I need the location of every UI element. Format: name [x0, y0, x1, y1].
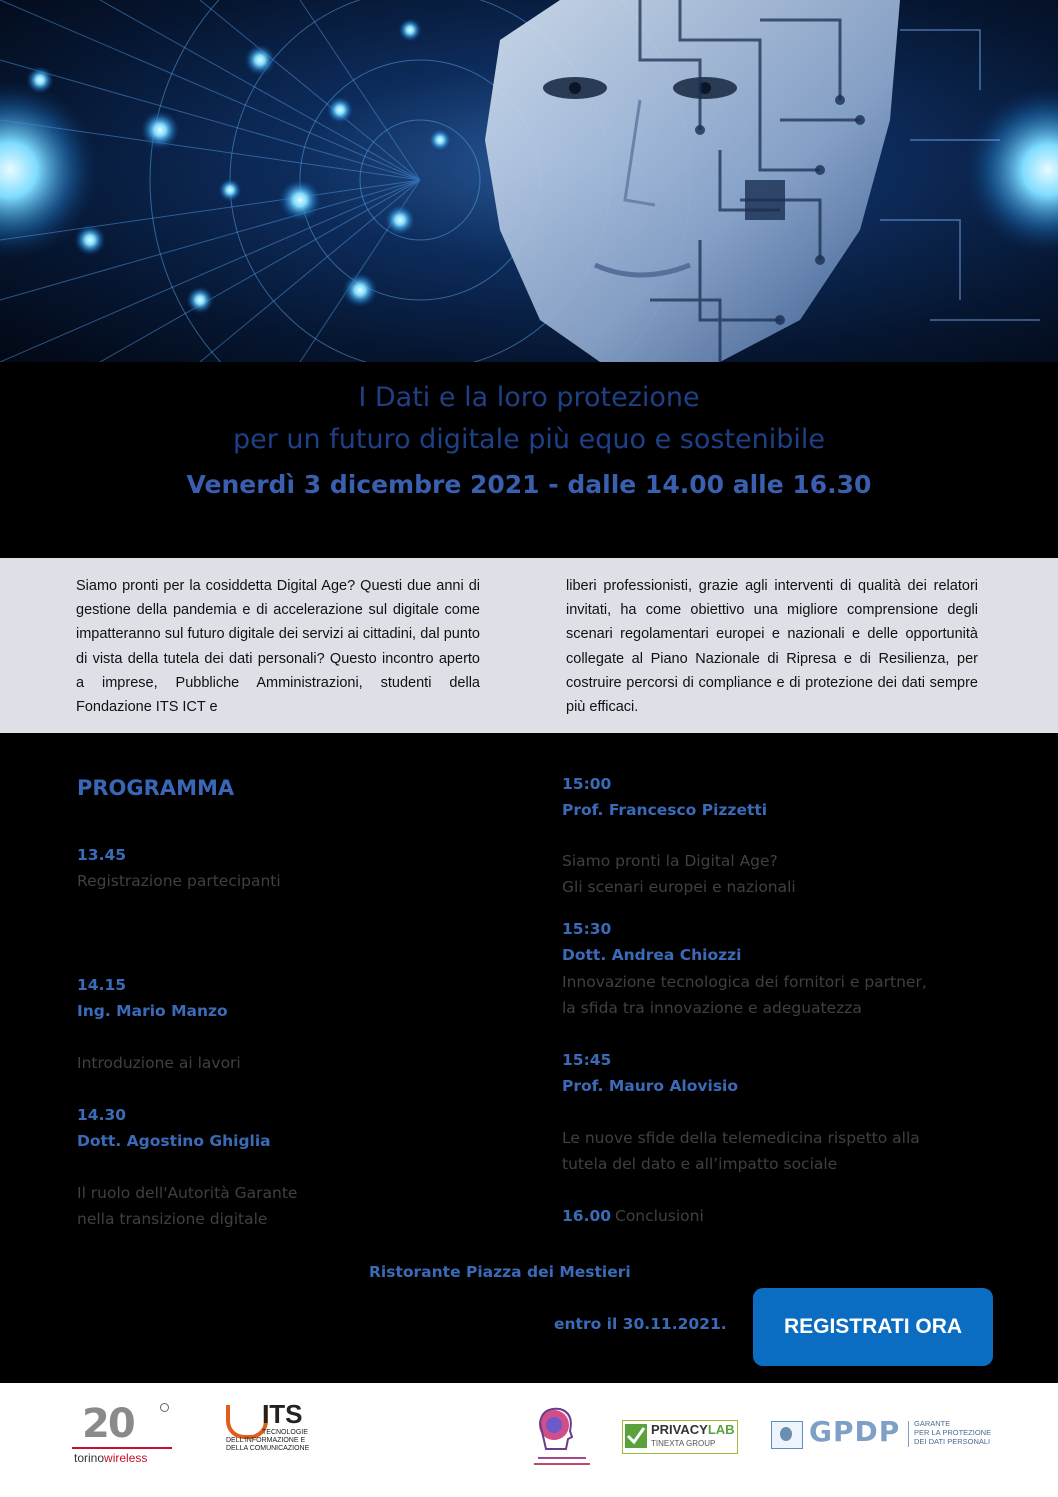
- gpdp-tagline: PER LA PROTEZIONE: [914, 1428, 992, 1437]
- its-tagline: DELL'INFORMAZIONE E: [226, 1437, 306, 1444]
- slot-description: tutela del dato e all’impatto sociale: [562, 1155, 838, 1173]
- venue: Ristorante Piazza dei Mestieri: [369, 1263, 631, 1281]
- program-section: [0, 733, 1058, 1383]
- program-heading: PROGRAMMA: [77, 776, 235, 800]
- event-date: Venerdì 3 dicembre 2021 - dalle 14.00 alle 16.30: [186, 470, 872, 499]
- slot-speaker: Prof. Francesco Pizzetti: [562, 801, 768, 819]
- slot-speaker: Dott. Agostino Ghiglia: [77, 1132, 271, 1150]
- sponsor-logos: [0, 1383, 1058, 1497]
- slot-time: 15:30: [562, 920, 612, 938]
- slot-description: Gli scenari europei e nazionali: [562, 878, 796, 896]
- slot-description: Conclusioni: [615, 1207, 704, 1225]
- slot-description: Siamo pronti la Digital Age?: [562, 852, 778, 870]
- association-logo: [532, 1403, 592, 1471]
- lab-text: LAB: [707, 1422, 735, 1437]
- slot-time: 14.30: [77, 1106, 127, 1124]
- its-logo: [226, 1399, 310, 1465]
- slot-description: nella transizione digitale: [77, 1210, 268, 1228]
- slot-speaker: Dott. Andrea Chiozzi: [562, 946, 742, 964]
- gpdp-tagline: DEI DATI PERSONALI: [914, 1437, 991, 1446]
- gpdp-tagline: GARANTE: [914, 1419, 951, 1428]
- wireless-text: wireless: [104, 1451, 148, 1465]
- torino-text: torino: [74, 1451, 105, 1465]
- privacy-lab-tagline: TINEXTA GROUP: [651, 1439, 716, 1448]
- slot-speaker: Prof. Mauro Alovisio: [562, 1077, 739, 1095]
- emblem-icon: [771, 1421, 803, 1449]
- intro-section: [0, 558, 1058, 733]
- gpdp-logo: [771, 1415, 997, 1449]
- slot-description: Introduzione ai lavori: [77, 1054, 241, 1072]
- intro-column-1: Siamo pronti per la cosiddetta Digital Age? Questi due anni di gestione della pandemia e di accelerazione sul digitale come impatteranno sul futuro digitale dei servizi ai cittadini, dal punto di vista della tutela dei dati personali? Questo incontro aperto a imprese, Pubbliche Amministrazioni, studenti della Fondazione ITS ICT e: [76, 578, 480, 716]
- head-profile-icon: [532, 1403, 592, 1471]
- its-tagline: TECNOLOGIE: [262, 1429, 308, 1436]
- degree-icon: [160, 1403, 169, 1412]
- privacy-lab-logo: [622, 1420, 738, 1454]
- anniversary-number: 20: [82, 1401, 134, 1447]
- divider: [908, 1421, 909, 1447]
- slot-time: 16.00: [562, 1207, 612, 1225]
- slot-description: Innovazione tecnologica dei fornitori e partner,: [562, 973, 927, 991]
- slot-time: 14.15: [77, 976, 127, 994]
- privacy-text: PRIVACY: [651, 1422, 708, 1437]
- its-wordmark: ITS: [262, 1399, 303, 1429]
- slot-speaker: Ing. Mario Manzo: [77, 1002, 228, 1020]
- slot-time: 15:00: [562, 775, 612, 793]
- event-title-line1: I Dati e la loro protezione: [358, 382, 700, 413]
- red-swoosh: [72, 1447, 172, 1449]
- slot-description: la sfida tra innovazione e adeguatezza: [562, 999, 862, 1017]
- slot-description: Il ruolo dell'Autorità Garante: [77, 1184, 298, 1202]
- ai-face-illustration: [0, 0, 1058, 362]
- intro-column-2: liberi professionisti, grazie agli interventi di qualità dei relatori invitati, ha come obiettivo una migliore comprensione degli scenari regolamentari europei e nazionali e delle opportunità collegate al Piano Nazionale di Ripresa e di Resilienza, per costruire percorsi di compliance e di protezione dei dati sempre più efficaci.: [566, 578, 978, 716]
- checkmark-icon: [625, 1424, 647, 1448]
- slot-time: 15:45: [562, 1051, 612, 1069]
- gpdp-wordmark: GPDP: [809, 1415, 901, 1448]
- slot-description: Registrazione partecipanti: [77, 872, 281, 890]
- event-title-line2: per un futuro digitale più equo e sostenibile: [233, 424, 825, 455]
- registration-deadline: entro il 30.11.2021.: [554, 1315, 727, 1333]
- slot-description: Le nuove sfide della telemedicina rispetto alla: [562, 1129, 920, 1147]
- torino-wireless-logo: [72, 1401, 172, 1471]
- register-now-button[interactable]: REGISTRATI ORA: [753, 1288, 993, 1366]
- hero-image: [0, 0, 1058, 362]
- its-tagline: DELLA COMUNICAZIONE: [226, 1445, 310, 1452]
- slot-time: 13.45: [77, 846, 127, 864]
